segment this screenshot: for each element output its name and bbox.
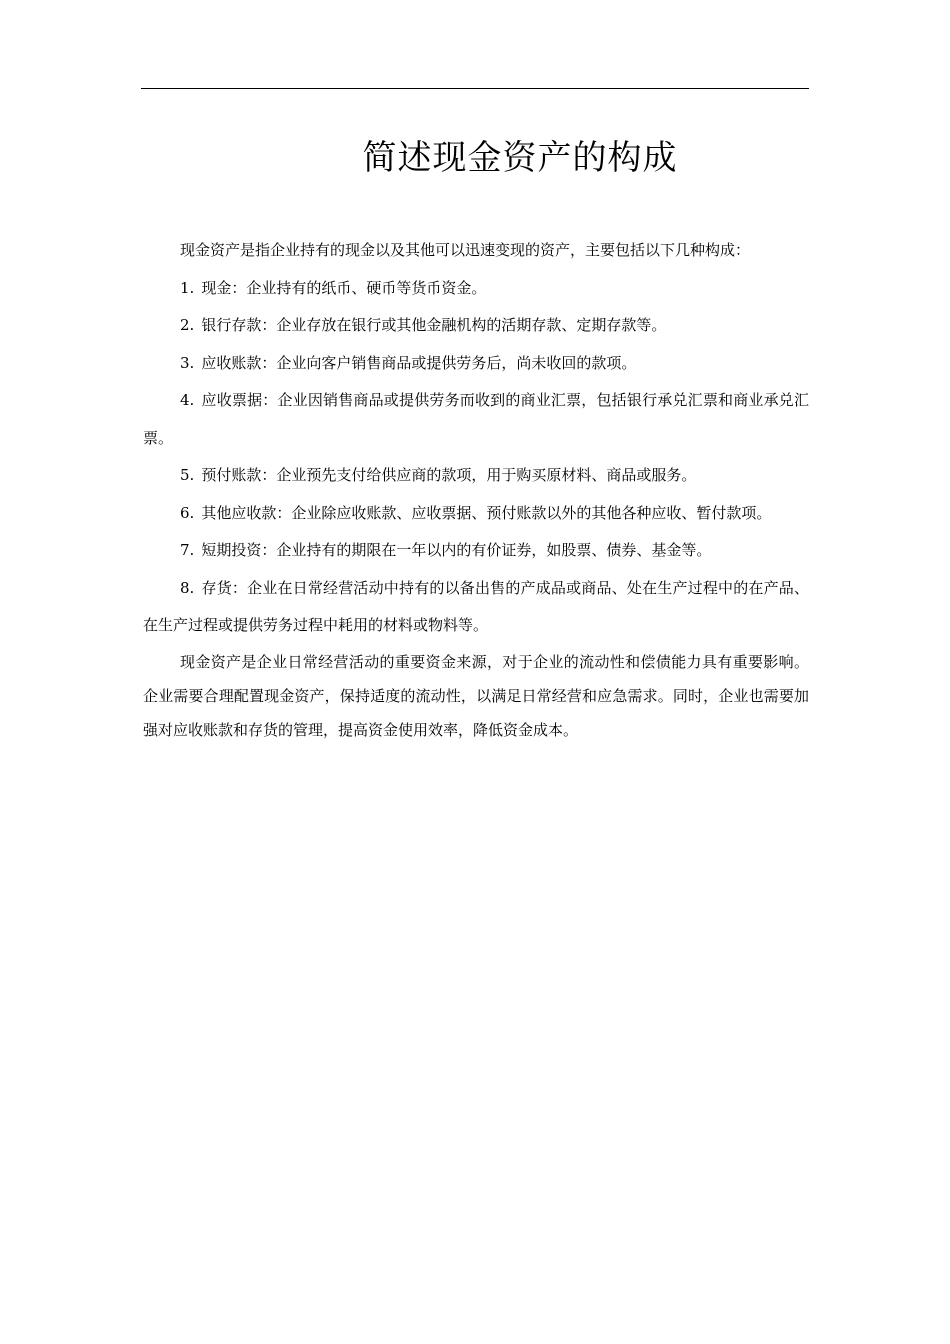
list-item-text: 短期投资：企业持有的期限在一年以内的有价证券，如股票、债券、基金等。 [201, 541, 712, 559]
list-item-number: 3. [180, 353, 195, 372]
list-item [143, 270, 809, 308]
header-rule [141, 88, 809, 89]
list-item [143, 495, 809, 533]
list-item-text: 应收账款：企业向客户销售商品或提供劳务后，尚未收回的款项。 [201, 353, 637, 372]
closing-paragraph: 现金资产是企业日常经营活动的重要资金来源，对于企业的流动性和偿债能力具有重要影响。企业需要合理配置现金资产，保持适度的流动性，以满足日常经营和应急需求。同时，企业也需要加强对应收账款和存货的管理，提高资金使用效率，降低资金成本。 [143, 652, 809, 739]
list-item [143, 532, 809, 570]
intro-paragraph: 现金资产是指企业持有的现金以及其他可以迅速变现的资产，主要包括以下几种构成： [180, 241, 751, 259]
document-title: 简述现金资产的构成 [362, 138, 678, 178]
list-item-number: 5. [180, 466, 195, 484]
list-item-text: 现金：企业持有的纸币、硬币等货币资金。 [201, 278, 487, 297]
document-body [143, 232, 809, 747]
list-item [143, 570, 809, 645]
list-item [143, 457, 809, 495]
list-item-number: 7. [180, 541, 195, 559]
list-item-text: 其他应收款：企业除应收账款、应收票据、预付账款以外的其他各种应收、暂付款项。 [201, 503, 772, 522]
list-item-number: 6. [180, 503, 195, 522]
list-item-text: 预付账款：企业预先支付给供应商的款项，用于购买原材料、商品或服务。 [201, 466, 697, 484]
list-item [143, 382, 809, 457]
list-item-text: 应收票据：企业因销售商品或提供劳务而收到的商业汇票，包括银行承兑汇票和商业承兑汇票。 [143, 391, 809, 447]
list-item [143, 345, 809, 383]
list-item-text: 存货：企业在日常经营活动中持有的以备出售的产成品或商品、处在生产过程中的在产品、在生产过程或提供劳务过程中耗用的材料或物料等。 [143, 578, 809, 634]
list-item-number: 1. [180, 278, 195, 297]
list-item-text: 银行存款：企业存放在银行或其他金融机构的活期存款、定期存款等。 [201, 316, 667, 334]
list-item-number: 4. [180, 391, 195, 409]
list-item [143, 307, 809, 345]
list-item-number: 8. [180, 578, 195, 597]
list-item-number: 2. [180, 316, 195, 334]
